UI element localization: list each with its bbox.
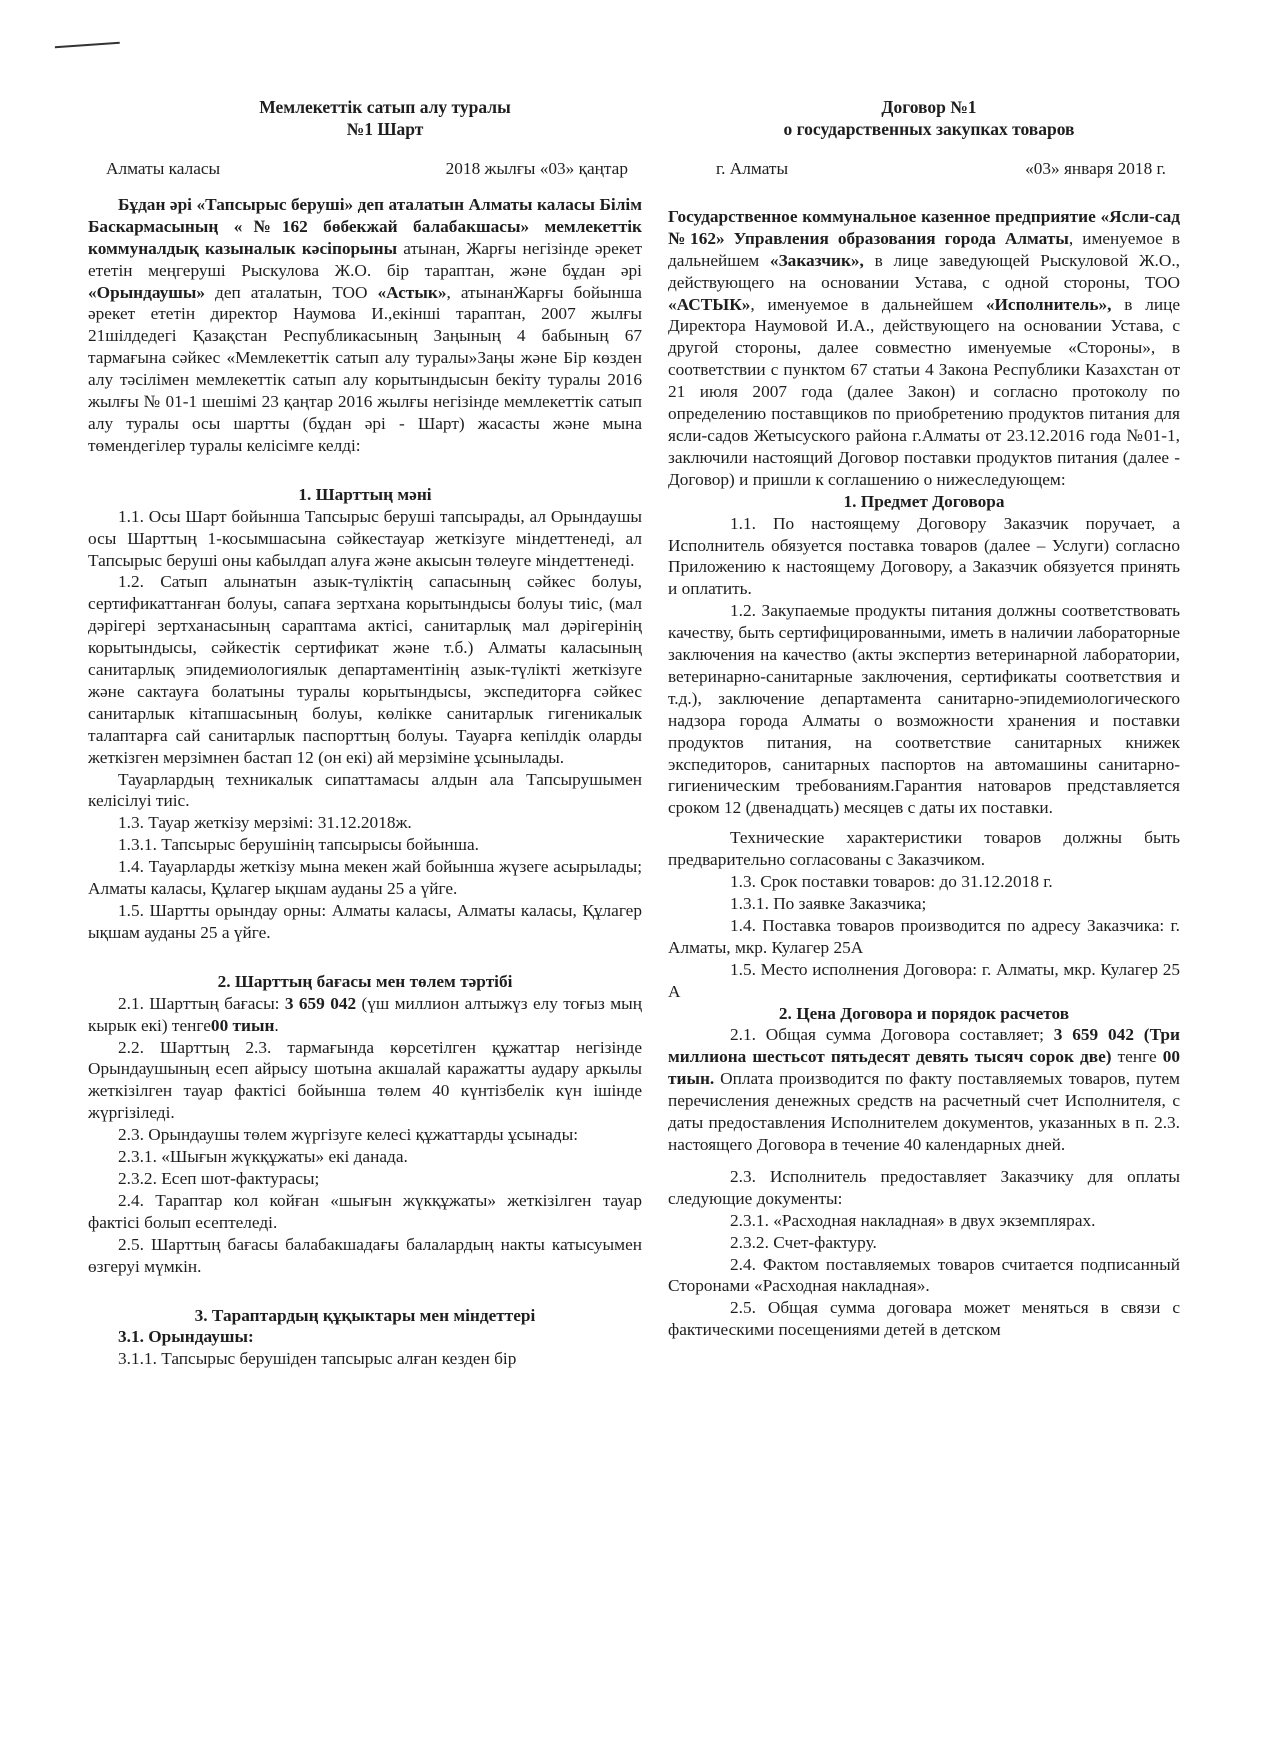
- russian-intro-text4: в лице Директора Наумовой И.А., действующего на основании Устава, с другой стороны, далее совместно именуемые «Стороны», в соответствии с пунктом 67 статьи 4 Закона Республики Казахстан от 21 июля 2007 года (далее Закон) и согласно протоколу по определению поставщиков по приобретению продуктов питания для ясли-садов Жетысуского района г.Алматы от 23.12.2016 года №01-1, заключили настоящий Договор поставки продуктов питания (далее - Договор) и пришли к соглашению о нижеследующем:: [668, 294, 1180, 489]
- russian-intro-text3: , именуемое в дальнейшем: [750, 294, 986, 314]
- russian-clause-1-1: 1.1. По настоящему Договору Заказчик поручает, а Исполнитель обязуется поставка товаров (далее – Услуги) согласно Приложению к настоящему Договору, а Заказчик обязуется принять и оплатить.: [668, 513, 1180, 599]
- kazakh-price-amount: 3 659 042: [284, 993, 357, 1013]
- russian-date: «03» января 2018 г.: [1025, 159, 1166, 178]
- kazakh-city: Алматы каласы: [106, 159, 221, 178]
- kazakh-clause-2-1: [88, 993, 642, 1037]
- kazakh-clause-2-5: 2.5. Шарттың бағасы балабакшадағы балалардың накты катысуымен өзгеруі мүмкін.: [88, 1234, 642, 1276]
- russian-intro-company: «АСТЫК»: [668, 294, 751, 314]
- russian-intro: [668, 206, 1180, 491]
- russian-city: г. Алматы: [716, 159, 789, 178]
- russian-clause-1-4: 1.4. Поставка товаров производится по адресу Заказчика: г. Алматы, мкр. Кулагер 25А: [668, 915, 1180, 957]
- kazakh-price-end: .: [274, 1015, 279, 1035]
- russian-clause-2-3-2: 2.3.2. Счет-фактуру.: [730, 1232, 877, 1252]
- russian-intro-text2: в лице заведующей Рыскуловой Ж.О., действующего на основании Устава, с одной стороны, ТОО: [668, 250, 1180, 292]
- russian-title-line2: о государственных закупках товаров: [783, 119, 1075, 139]
- russian-intro-party1: Государственное коммунальное казенное предприятие «Ясли-сад №162» Управления образования города Алматы: [668, 206, 1180, 248]
- kazakh-date: 2018 жылғы «03» қаңтар: [445, 159, 628, 178]
- kazakh-clause-1-2: 1.2. Сатып алынатын азык-түліктің сапасының сәйкес болуы, сертификаттанған болуы, сапаға зертхана корытындысы болуы тиіс, (мал дәрігері зертханасының сараптама актісі, санитарлық мал дәрігерінің корытындысы, сәйкестік сертификат және т.б.) Алматы каласының санитарлық эпидемиологиялык департаментінің азык-түлікті жеткізуге және сактауға болатыны туралы корытындысы, экспедиторға сәйкес санитарлык кітапшасының болуы, көлікке санитарлык гигеникалык талаптарға сай санитарлык паспорттың болуы. Тауарға кепілдік оларды жеткізген мерзімнен бастап 12 (он екі) ай мерзіміне ұсынылады.: [88, 572, 642, 767]
- kazakh-intro: [88, 194, 642, 457]
- russian-clause-1-2b: Технические характеристики товаров должны быть предварительно согласованы с Заказчиком.: [668, 828, 1180, 870]
- kazakh-clause-2-3-2: 2.3.2. Есеп шот-фактурасы;: [118, 1168, 320, 1188]
- kazakh-subsection-3-1: 3.1. Орындаушы:: [118, 1327, 254, 1347]
- russian-title-line1: Договор №1: [881, 97, 977, 117]
- kazakh-dateline: [88, 158, 642, 180]
- kazakh-section2-heading: 2. Шарттың бағасы мен төлем тәртібі: [217, 971, 513, 991]
- russian-title: [668, 96, 1180, 140]
- kazakh-price-words: (үш миллион алтыжүз елу тоғыз мың кырык екі) тенге: [88, 993, 642, 1035]
- russian-section1-heading: 1. Предмет Договора: [843, 491, 1005, 511]
- kazakh-title: [88, 96, 642, 140]
- kazakh-clause-2-3-1: 2.3.1. «Шығын жүкқұжаты» екі данада.: [118, 1147, 408, 1167]
- kazakh-clause-1-4: 1.4. Тауарларды жеткізу мына мекен жай бойынша жүзеге асырылады; Алматы каласы, Құлагер ықшам ауданы 25 а үйге.: [88, 857, 642, 899]
- kazakh-intro-text3: , атынанЖарғы бойынша әрекет ететін директор Наумова И.,екінші тараптан, 2007 жылғы 21шілдедегі Қазақстан Республикасының Заңының 4 бабының 67 тармағына сәйкес «Мемлекеттік сатып алу туралы»Заңы және Бір көзден алу тәсілімен мемлекеттік сатып алу корытындысын бекіту туралы 2016 жылғы № 01-1 шешімі 23 қаңтар 2016 жылғы негізінде мемлекеттік сатып алу туралы осы шартты (бұдан әрі - Шарт) жасасты және мына төмендегілер туралы келісімге келді:: [88, 282, 642, 455]
- russian-clause-2-3-1: 2.3.1. «Расходная накладная» в двух экземплярах.: [730, 1210, 1096, 1230]
- russian-clause-2-3: 2.3. Исполнитель предоставляет Заказчику для оплаты следующие документы:: [668, 1166, 1180, 1208]
- kazakh-intro-party1: Бұдан әрі «Тапсырыс беруші» деп аталатын Алматы каласы Білім Баскармасының «№162 бөбекжай балабакшасы» мемлекеттік коммуналдық казыналык кәсіпорыны: [88, 194, 642, 258]
- kazakh-title-line2: №1 Шарт: [346, 119, 424, 139]
- russian-clause-1-3-1: 1.3.1. По заявке Заказчика;: [730, 894, 927, 913]
- russian-price-amount: 3 659 042 (Три миллиона шестьсот пятьдесят девять тысяч сорок две): [668, 1025, 1181, 1067]
- kazakh-section1-heading: 1. Шарттың мәні: [298, 484, 432, 504]
- kazakh-intro-text1: атынан, Жарғы негізінде әрекет ететін меңгеруші Рыскулова Ж.О. бір тараптан, және бұдан әрі: [88, 238, 642, 280]
- kazakh-intro-party2: «Орындаушы»: [88, 282, 206, 302]
- kazakh-clause-2-4: 2.4. Тараптар кол койған «шығын жүкқұжаты» жеткізілген тауар фактісі болып есептеледі.: [88, 1190, 642, 1232]
- russian-clause-1-3: 1.3. Срок поставки товаров: до 31.12.2018 г.: [730, 872, 1053, 892]
- kazakh-price-label: 2.1. Шарттың бағасы:: [118, 993, 285, 1013]
- kazakh-intro-text2: деп аталатын, ТОО: [205, 282, 378, 302]
- kazakh-intro-company: «Астык»: [377, 282, 447, 302]
- russian-clause-1-5: 1.5. Место исполнения Договора: г. Алматы, мкр. Кулагер 25 А: [668, 959, 1180, 1001]
- russian-price-label: 2.1. Общая сумма Договора составляет;: [730, 1025, 1054, 1045]
- kazakh-clause-3-1-1: 3.1.1. Тапсырыс берушіден тапсырыс алған кезден бір: [118, 1349, 517, 1369]
- russian-column: [668, 96, 1180, 1341]
- kazakh-clause-1-3-1: 1.3.1. Тапсырыс берушінің тапсырысы бойынша.: [118, 835, 479, 855]
- scan-mark: [55, 42, 120, 54]
- russian-intro-text1: , именуемое в дальнейшем: [668, 228, 1181, 270]
- kazakh-clause-1-3: 1.3. Тауар жеткізу мерзімі: 31.12.2018ж.: [118, 813, 412, 833]
- russian-section2-heading: 2. Цена Договора и порядок расчетов: [778, 1003, 1070, 1023]
- russian-dateline: [668, 158, 1180, 180]
- kazakh-clause-2-2: 2.2. Шарттың 2.3. тармағында көрсетілген құжаттар негізінде Орындаушының есеп айрысу шотына акшалай каражатты аудару аркылы жеткізілген тауар фактісі бойынша төлем 40 күнтізбелік күн ішінде жүргізіледі.: [88, 1037, 642, 1123]
- russian-clause-2-5: 2.5. Общая сумма договара может меняться в связи с фактическими посещениями детей в детском: [668, 1298, 1180, 1340]
- russian-clause-1-2: 1.2. Закупаемые продукты питания должны соответствовать качеству, быть сертифицированными, иметь в наличии лабораторные заключения на качество (акты экспертиз ветеринарной лаборатории, ветеринарно-санитарные заключения, сертификаты соответствия и т.д.), заключение департамента санитарно-эпидемиологического надзора города Алматы о возможности хранения и поставки продуктов питания, на соответствие санитарных книжек экспедиторов, санитарных паспортов на автомашины санитарно-гигиеническим требованиям.Гарантия натоваров представляется сроком 12 (двенадцать) месяцев с даты их поставки.: [668, 601, 1180, 818]
- kazakh-clause-1-5: 1.5. Шартты орындау орны: Алматы каласы, Алматы каласы, Құлагер ықшам ауданы 25 а үйге.: [88, 901, 642, 942]
- kazakh-clause-2-3: 2.3. Орындаушы төлем жүргізуге келесі құжаттарды ұсынады:: [118, 1125, 579, 1145]
- russian-intro-party3: «Исполнитель»,: [985, 294, 1112, 314]
- russian-price-tiyn: 00 тиын.: [668, 1047, 1180, 1089]
- kazakh-clause-1-2b: Тауарлардың техникалык сипаттамасы алдын ала Тапсырушымен келісілуі тиіс.: [88, 769, 642, 811]
- russian-clause-2-1: [668, 1024, 1180, 1155]
- kazakh-section3-heading: 3. Тараптардың құқыктары мен міндеттері: [194, 1305, 536, 1325]
- russian-price-currency: тенге: [1111, 1047, 1163, 1067]
- russian-price-terms: Оплата производится по факту поставляемых товаров, путем перечисления денежных средств на расчетный счет Исполнителя, с даты предоставления Исполнителем документов, указанных в п. 2.3. настоящего Договора в течение 40 календарных дней.: [668, 1069, 1180, 1154]
- kazakh-column: [88, 96, 642, 1370]
- kazakh-clause-1-1: 1.1. Осы Шарт бойынша Тапсырыс беруші тапсырады, ал Орындаушы осы Шарттың 1-косымшасына сәйкестауар жеткізуге міндеттенеді, ал Тапсырыс беруші оны кабылдап алуға және акысын төлеуге міндеттенеді.: [88, 506, 642, 570]
- kazakh-price-tiyn: 00 тиын: [210, 1015, 275, 1035]
- russian-intro-party2: «Заказчик»,: [769, 250, 864, 270]
- russian-clause-2-4: 2.4. Фактом поставляемых товаров считается подписанный Сторонами «Расходная накладная».: [668, 1254, 1180, 1296]
- kazakh-title-line1: Мемлекеттік сатып алу туралы: [259, 97, 511, 117]
